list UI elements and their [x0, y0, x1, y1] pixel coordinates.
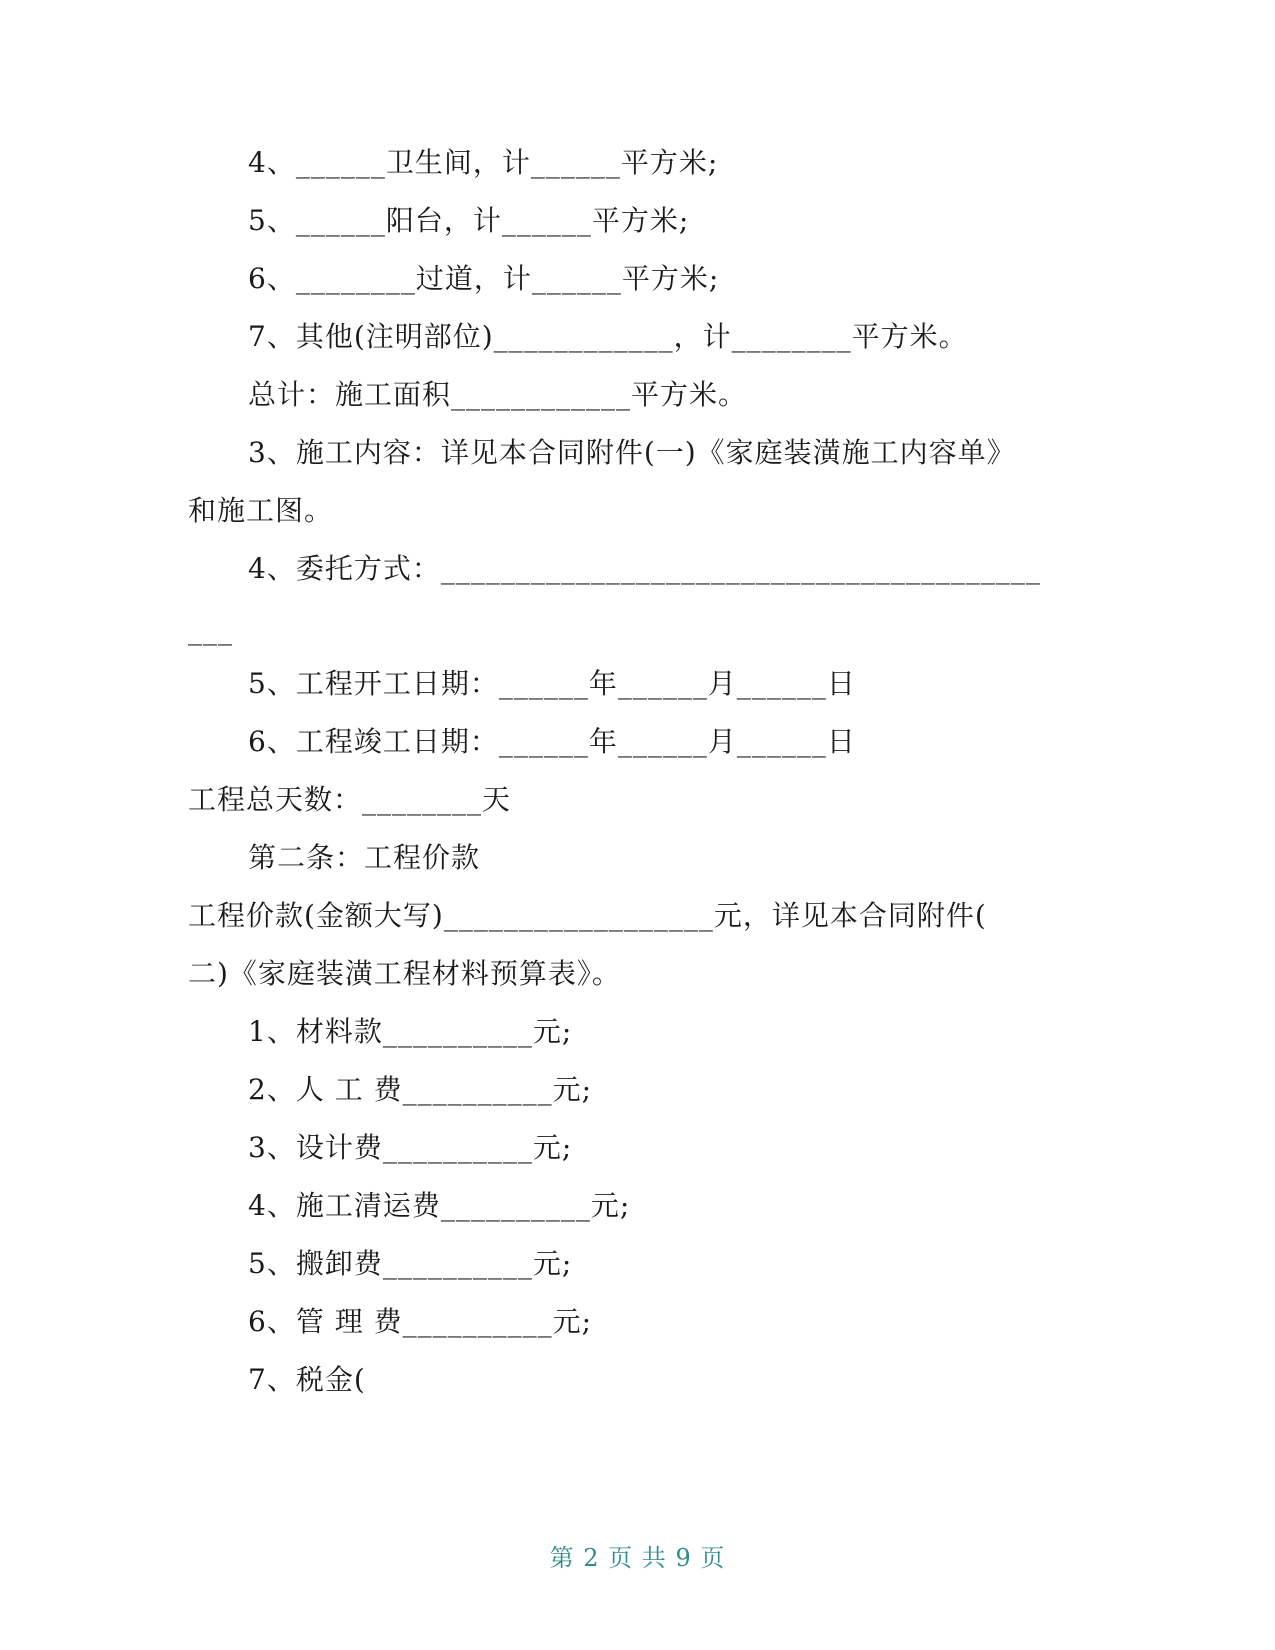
area-item-balcony: 5、______阳台，计______平方米;: [248, 204, 690, 237]
commission-method-line: 4、委托方式：________________________________________: [248, 552, 1041, 585]
construction-content-continued: 和施工图。: [188, 494, 334, 527]
project-price-line: 工程价款(金额大写)__________________元，详见本合同附件(: [188, 899, 987, 932]
construction-content-line: 3、施工内容：详见本合同附件(一)《家庭装潢施工内容单》: [248, 436, 1016, 469]
start-date-line: 5、工程开工日期：______年______月______日: [248, 667, 856, 700]
total-area-line: 总计：施工面积____________平方米。: [248, 378, 748, 411]
fee-item-management: 6、管 理 费__________元;: [248, 1305, 593, 1338]
completion-date-line: 6、工程竣工日期：______年______月______日: [248, 725, 856, 758]
fee-item-moving: 5、搬卸费__________元;: [248, 1247, 573, 1280]
fee-item-tax: 7、税金(: [248, 1363, 366, 1396]
area-item-bathroom: 4、______卫生间，计______平方米;: [248, 146, 719, 179]
project-price-continued: 二)《家庭装潢工程材料预算表》。: [188, 957, 621, 990]
fee-item-design: 3、设计费__________元;: [248, 1131, 573, 1164]
fee-item-materials: 1、材料款__________元;: [248, 1015, 573, 1048]
area-item-other: 7、其他(注明部位)____________，计________平方米。: [248, 320, 968, 353]
fee-item-labor: 2、人 工 费__________元;: [248, 1073, 593, 1106]
commission-method-continued: ___: [188, 613, 233, 646]
total-days-line: 工程总天数：________天: [188, 783, 512, 816]
page-number-footer: 第 2 页 共 9 页: [549, 1544, 726, 1572]
article-two-heading: 第二条：工程价款: [248, 841, 481, 874]
area-item-corridor: 6、________过道，计______平方米;: [248, 262, 720, 295]
fee-item-cleanup: 4、施工清运费__________元;: [248, 1189, 631, 1222]
